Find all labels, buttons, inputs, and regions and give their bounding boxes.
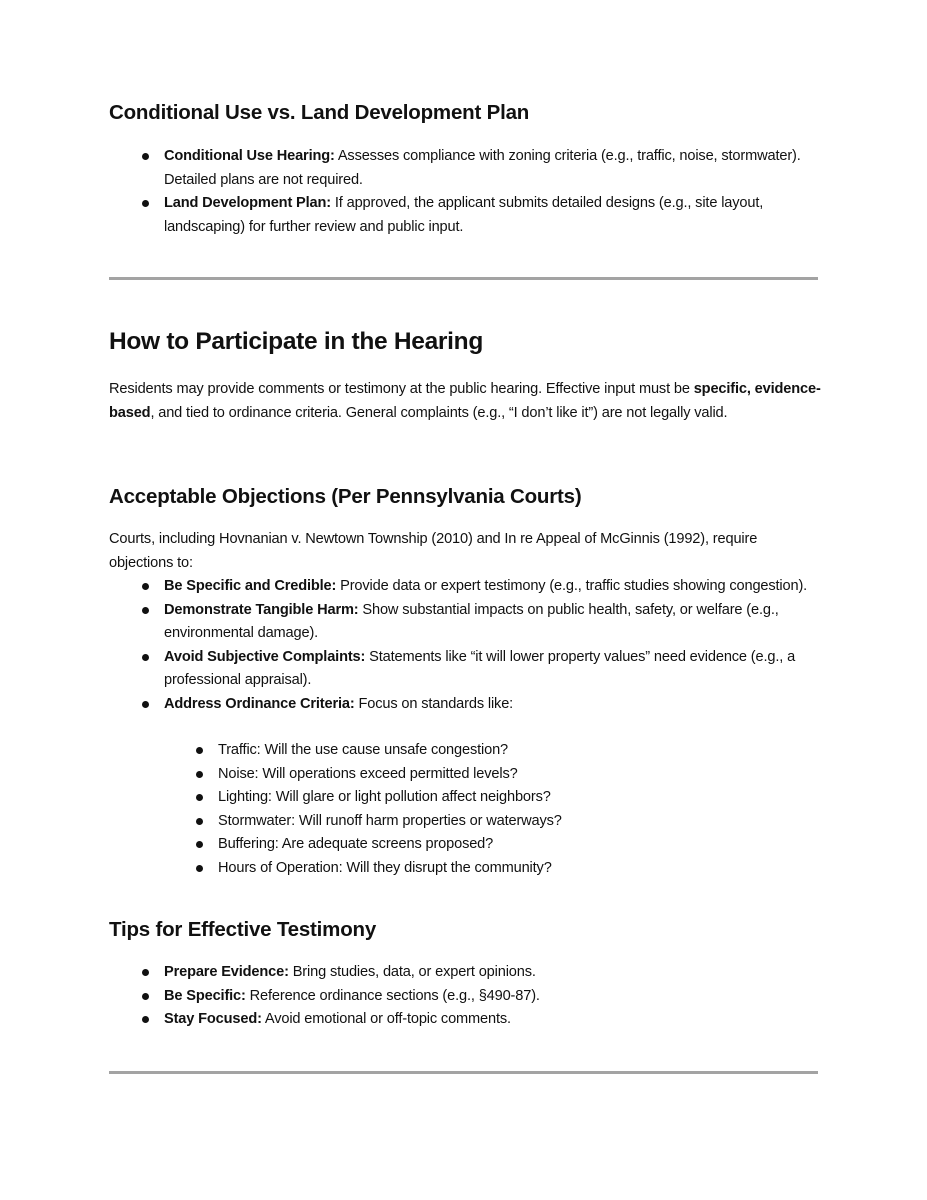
list-item <box>142 693 822 717</box>
list-item <box>142 145 822 192</box>
list-item-text: Statements like “it will lower property values” need evidence (e.g., a professional appraisal). <box>164 648 796 688</box>
horizontal-divider <box>109 277 818 280</box>
heading-tips: Tips for Effective Testimony <box>109 918 377 941</box>
list-item <box>142 575 822 599</box>
heading-conditional-use: Conditional Use vs. Land Development Plan <box>109 101 530 124</box>
bullet-icon <box>196 865 203 872</box>
bullet-icon <box>142 583 149 590</box>
list-item-text: Reference ordinance sections (e.g., §490-87). <box>245 987 540 1004</box>
list-item <box>142 646 822 693</box>
list-item <box>142 599 822 646</box>
list-item-text: If approved, the applicant submits detailed designs (e.g., site layout, landscaping) for further review and public input. <box>164 195 764 235</box>
bullet-icon <box>196 747 203 754</box>
heading-acceptable-objections: Acceptable Objections (Per Pennsylvania Courts) <box>109 485 582 508</box>
list-item-term: Conditional Use Hearing: <box>164 148 335 164</box>
bullet-icon <box>196 771 203 778</box>
conditional-use-list <box>142 145 822 239</box>
list-item-term: Be Specific: <box>164 987 246 1004</box>
list-item <box>142 961 822 985</box>
bullet-icon <box>142 654 149 661</box>
bullet-icon <box>142 607 149 614</box>
list-item-text: Focus on standards like: <box>354 695 514 712</box>
ordinance-criteria-list <box>196 739 756 880</box>
criteria-item <box>196 763 756 787</box>
objections-list <box>142 575 822 716</box>
horizontal-divider <box>109 1071 818 1074</box>
bullet-icon <box>142 1016 149 1023</box>
criteria-item <box>196 810 756 834</box>
criteria-text: Buffering: Are adequate screens proposed? <box>218 836 494 852</box>
list-item-text: Avoid emotional or off-topic comments. <box>261 1011 511 1027</box>
list-item-term: Demonstrate Tangible Harm: <box>164 601 359 618</box>
list-item <box>142 985 822 1009</box>
intro-text: Residents may provide comments or testimony at the public hearing. Effective input must be <box>109 381 694 397</box>
bullet-icon <box>196 841 203 848</box>
list-item-text: Show substantial impacts on public health, safety, or welfare (e.g., environmental damage). <box>164 601 779 641</box>
criteria-text: Stormwater: Will runoff harm properties or waterways? <box>218 812 562 829</box>
list-item-term: Avoid Subjective Complaints: <box>164 648 366 665</box>
list-item <box>142 192 822 239</box>
criteria-item <box>196 857 756 881</box>
criteria-text: Lighting: Will glare or light pollution affect neighbors? <box>218 789 551 805</box>
list-item-text: Bring studies, data, or expert opinions. <box>288 964 536 980</box>
objections-intro: Courts, including Hovnanian v. Newtown Township (2010) and In re Appeal of McGinnis (1992), require objections to: <box>109 531 758 571</box>
bullet-icon <box>142 969 149 976</box>
list-item-term: Land Development Plan: <box>164 195 331 211</box>
tips-list <box>142 961 822 1032</box>
bullet-icon <box>196 794 203 801</box>
bullet-icon <box>196 818 203 825</box>
criteria-item <box>196 739 756 763</box>
bullet-icon <box>142 200 149 207</box>
intro-emphasis: specific, evidence-based <box>109 381 821 421</box>
criteria-item <box>196 833 756 857</box>
criteria-text: Hours of Operation: Will they disrupt the community? <box>218 859 552 876</box>
participate-intro <box>109 378 821 425</box>
heading-how-to-participate: How to Participate in the Hearing <box>109 328 483 355</box>
list-item-term: Stay Focused: <box>164 1011 262 1027</box>
bullet-icon <box>142 701 149 708</box>
list-item-term: Be Specific and Credible: <box>164 578 337 594</box>
criteria-text: Traffic: Will the use cause unsafe congestion? <box>218 742 508 758</box>
list-item-text: Assesses compliance with zoning criteria (e.g., traffic, noise, stormwater). Detailed plans are not required. <box>164 148 801 188</box>
list-item-term: Address Ordinance Criteria: <box>164 695 355 712</box>
list-item-term: Prepare Evidence: <box>164 964 289 980</box>
bullet-icon <box>142 153 149 160</box>
list-item <box>142 1008 822 1032</box>
intro-text: , and tied to ordinance criteria. General complaints (e.g., “I don’t like it”) are not legally valid. <box>150 404 728 421</box>
criteria-text: Noise: Will operations exceed permitted levels? <box>218 765 518 782</box>
list-item-text: Provide data or expert testimony (e.g., traffic studies showing congestion). <box>336 578 808 594</box>
bullet-icon <box>142 993 149 1000</box>
criteria-item <box>196 786 756 810</box>
